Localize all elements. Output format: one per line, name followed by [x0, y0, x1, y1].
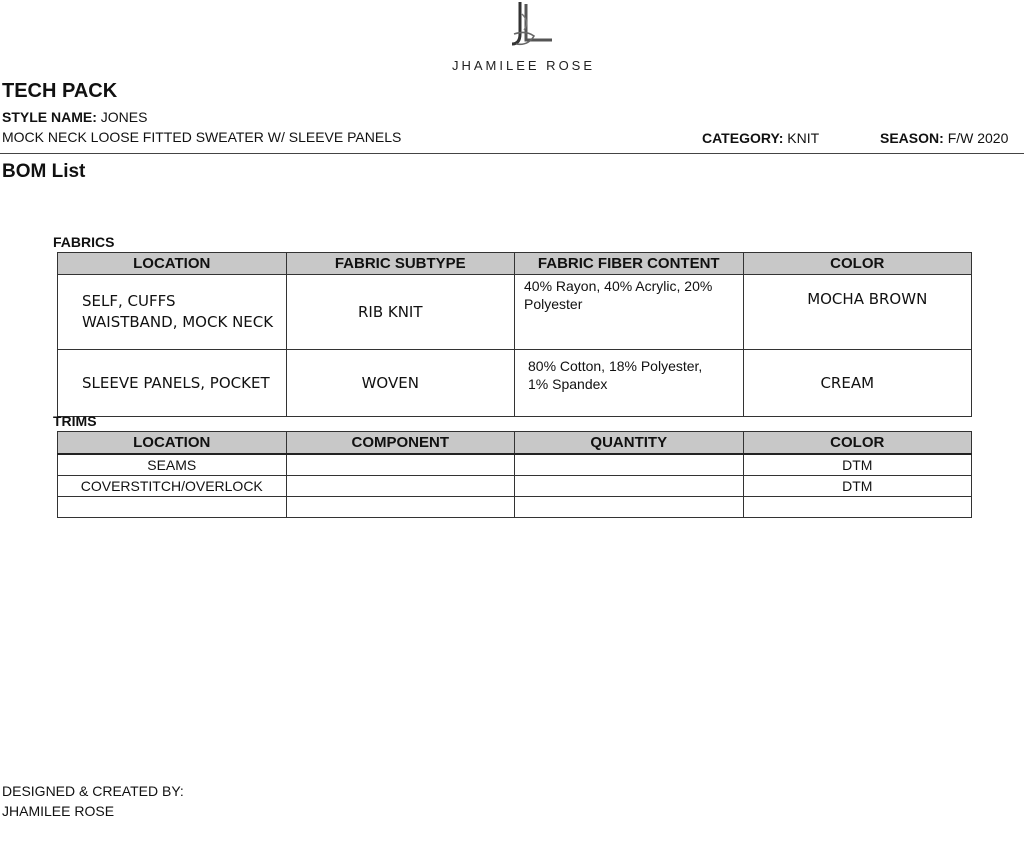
fabric-subtype: WOVEN: [286, 350, 515, 417]
column-header: LOCATION: [58, 432, 287, 455]
fabric-subtype: RIB KNIT: [286, 275, 515, 350]
style-name-value: JONES: [100, 109, 148, 125]
season: [880, 130, 1008, 146]
fabrics-table: [57, 252, 972, 417]
brand-logo-icon: [504, 0, 556, 52]
header-divider: [0, 153, 1024, 154]
style-name: [2, 109, 147, 125]
fabric-color: CREAM: [743, 350, 972, 417]
fabric-location: [58, 350, 287, 417]
trim-color: DTM: [743, 476, 972, 497]
style-name-label: STYLE NAME:: [2, 109, 97, 125]
fabric-location-line: SELF, CUFFS: [82, 292, 176, 310]
fabric-fiber-content: [515, 350, 744, 417]
season-value: F/W 2020: [947, 130, 1009, 146]
trim-component: [286, 476, 515, 497]
fabric-location-line: WAISTBAND, MOCK NECK: [82, 313, 274, 331]
table-row: [58, 275, 972, 350]
trims-label: TRIMS: [53, 413, 97, 429]
fabric-location-line: SLEEVE PANELS, POCKET: [82, 373, 270, 392]
trim-location: SEAMS: [58, 454, 287, 476]
fiber-line: 40% Rayon, 40% Acrylic, 20%: [524, 278, 713, 294]
category-label: CATEGORY:: [702, 130, 784, 146]
table-row: [58, 454, 972, 476]
category: [702, 130, 819, 146]
table-row: [58, 497, 972, 518]
section-title: BOM List: [2, 161, 86, 182]
column-header: COLOR: [743, 253, 972, 275]
fabric-color: MOCHA BROWN: [743, 275, 972, 350]
trim-location: COVERSTITCH/OVERLOCK: [58, 476, 287, 497]
fiber-line: 1% Spandex: [528, 376, 608, 392]
column-header: COLOR: [743, 432, 972, 455]
table-row: [58, 350, 972, 417]
page-title: TECH PACK: [2, 80, 118, 102]
table-header-row: [58, 253, 972, 275]
trim-quantity: [515, 476, 744, 497]
trim-quantity: [515, 497, 744, 518]
trim-color: DTM: [743, 454, 972, 476]
fiber-line: 80% Cotton, 18% Polyester,: [528, 358, 703, 374]
fabric-fiber-content: [515, 275, 744, 350]
fabrics-label: FABRICS: [53, 234, 115, 250]
season-label: SEASON:: [880, 130, 944, 146]
fiber-line: Polyester: [524, 296, 583, 312]
trim-component: [286, 454, 515, 476]
trim-location: [58, 497, 287, 518]
column-header: LOCATION: [58, 253, 287, 275]
style-description: MOCK NECK LOOSE FITTED SWEATER W/ SLEEVE PANELS: [2, 129, 402, 145]
column-header: FABRIC SUBTYPE: [286, 253, 515, 275]
credit-name: JHAMILEE ROSE: [2, 803, 115, 819]
fabric-location: [58, 275, 287, 350]
trims-table: [57, 431, 972, 518]
column-header: COMPONENT: [286, 432, 515, 455]
category-value: KNIT: [787, 130, 820, 146]
table-row: [58, 476, 972, 497]
table-header-row: [58, 432, 972, 455]
brand-name: JHAMILEE ROSE: [452, 58, 596, 73]
trim-component: [286, 497, 515, 518]
trim-color: [743, 497, 972, 518]
column-header: QUANTITY: [515, 432, 744, 455]
trim-quantity: [515, 454, 744, 476]
column-header: FABRIC FIBER CONTENT: [515, 253, 744, 275]
credit-label: DESIGNED & CREATED BY:: [2, 783, 184, 799]
